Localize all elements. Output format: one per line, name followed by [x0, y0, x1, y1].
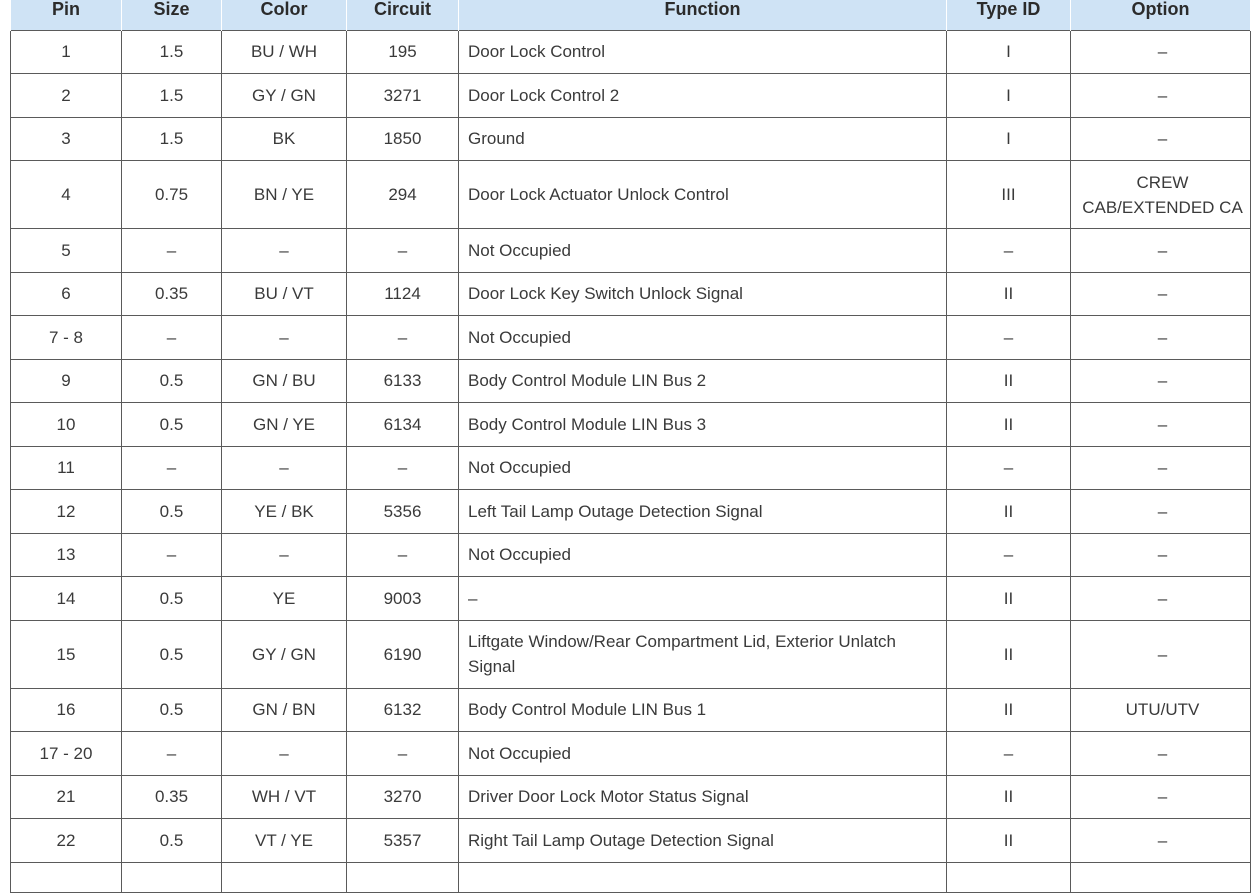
cell-color: BU / VT: [222, 272, 347, 316]
cell-option: –: [1071, 117, 1251, 161]
table-row: [11, 161, 1251, 229]
table-row: [11, 229, 1251, 273]
cell-color: BN / YE: [222, 161, 347, 229]
cell-type-id: II: [947, 688, 1071, 732]
column-header-option: Option: [1071, 0, 1251, 30]
cell-function: Not Occupied: [459, 446, 947, 490]
cell-size: –: [122, 732, 222, 776]
cell-option: –: [1071, 620, 1251, 688]
table-row-partial: [11, 862, 1251, 892]
cell-circuit: 3270: [347, 775, 459, 819]
cell-type-id: I: [947, 117, 1071, 161]
cell-pin: 7 - 8: [11, 316, 122, 360]
table-row: [11, 316, 1251, 360]
cell-circuit: 1850: [347, 117, 459, 161]
table-row: [11, 272, 1251, 316]
cell-size: 1.5: [122, 30, 222, 74]
cell-size: 0.5: [122, 359, 222, 403]
cell-option: CREW CAB/EXTENDED CA: [1071, 161, 1251, 229]
table-row: [11, 490, 1251, 534]
cell-size: 0.35: [122, 272, 222, 316]
cell-option: –: [1071, 775, 1251, 819]
cell-function: –: [459, 577, 947, 621]
cell-type-id: I: [947, 74, 1071, 118]
cell-pin: 21: [11, 775, 122, 819]
cell-type-id: II: [947, 272, 1071, 316]
cell-pin: 15: [11, 620, 122, 688]
cell-size: –: [122, 446, 222, 490]
cell-empty: [122, 862, 222, 892]
cell-color: GN / BN: [222, 688, 347, 732]
cell-size: 0.35: [122, 775, 222, 819]
cell-type-id: III: [947, 161, 1071, 229]
cell-option: –: [1071, 359, 1251, 403]
cell-function: Not Occupied: [459, 229, 947, 273]
column-header-size: Size: [122, 0, 222, 30]
cell-color: GN / BU: [222, 359, 347, 403]
table-row: [11, 620, 1251, 688]
cell-size: 0.5: [122, 819, 222, 863]
cell-type-id: –: [947, 732, 1071, 776]
cell-pin: 3: [11, 117, 122, 161]
cell-function: Body Control Module LIN Bus 3: [459, 403, 947, 447]
cell-size: 0.5: [122, 620, 222, 688]
column-header-color: Color: [222, 0, 347, 30]
cell-function: Door Lock Control: [459, 30, 947, 74]
cell-color: YE: [222, 577, 347, 621]
column-header-pin: Pin: [11, 0, 122, 30]
cell-type-id: –: [947, 229, 1071, 273]
cell-function: Door Lock Actuator Unlock Control: [459, 161, 947, 229]
connector-pinout-table: [10, 0, 1251, 893]
cell-color: WH / VT: [222, 775, 347, 819]
cell-pin: 14: [11, 577, 122, 621]
cell-function: Ground: [459, 117, 947, 161]
cell-pin: 13: [11, 533, 122, 577]
cell-option: –: [1071, 229, 1251, 273]
cell-type-id: I: [947, 30, 1071, 74]
cell-color: GY / GN: [222, 74, 347, 118]
table-row: [11, 446, 1251, 490]
cell-pin: 9: [11, 359, 122, 403]
table-row: [11, 403, 1251, 447]
cell-color: –: [222, 446, 347, 490]
table-row: [11, 819, 1251, 863]
cell-circuit: 195: [347, 30, 459, 74]
cell-circuit: 294: [347, 161, 459, 229]
cell-pin: 12: [11, 490, 122, 534]
cell-size: 0.5: [122, 577, 222, 621]
table-row: [11, 688, 1251, 732]
cell-circuit: 6190: [347, 620, 459, 688]
cell-option: –: [1071, 316, 1251, 360]
cell-type-id: –: [947, 446, 1071, 490]
cell-empty: [347, 862, 459, 892]
column-header-type-id: Type ID: [947, 0, 1071, 30]
cell-option: –: [1071, 403, 1251, 447]
cell-pin: 2: [11, 74, 122, 118]
cell-circuit: –: [347, 533, 459, 577]
cell-color: –: [222, 316, 347, 360]
cell-empty: [1071, 862, 1251, 892]
cell-option: –: [1071, 30, 1251, 74]
cell-pin: 16: [11, 688, 122, 732]
cell-color: BU / WH: [222, 30, 347, 74]
cell-color: VT / YE: [222, 819, 347, 863]
cell-option: –: [1071, 446, 1251, 490]
cell-pin: 4: [11, 161, 122, 229]
table-row: [11, 533, 1251, 577]
cell-size: 1.5: [122, 74, 222, 118]
cell-pin: 11: [11, 446, 122, 490]
table-row: [11, 30, 1251, 74]
cell-color: BK: [222, 117, 347, 161]
cell-circuit: 1124: [347, 272, 459, 316]
cell-function: Door Lock Control 2: [459, 74, 947, 118]
cell-pin: 5: [11, 229, 122, 273]
cell-function: Not Occupied: [459, 316, 947, 360]
cell-circuit: –: [347, 229, 459, 273]
cell-type-id: II: [947, 620, 1071, 688]
cell-option: –: [1071, 819, 1251, 863]
cell-pin: 1: [11, 30, 122, 74]
cell-option: –: [1071, 490, 1251, 534]
cell-function: Right Tail Lamp Outage Detection Signal: [459, 819, 947, 863]
cell-function: Left Tail Lamp Outage Detection Signal: [459, 490, 947, 534]
cell-size: –: [122, 316, 222, 360]
cell-type-id: II: [947, 490, 1071, 534]
column-header-function: Function: [459, 0, 947, 30]
cell-size: –: [122, 229, 222, 273]
table-row: [11, 359, 1251, 403]
cell-size: 0.5: [122, 688, 222, 732]
cell-circuit: 6132: [347, 688, 459, 732]
cell-color: –: [222, 732, 347, 776]
cell-type-id: II: [947, 577, 1071, 621]
cell-size: –: [122, 533, 222, 577]
cell-circuit: 6134: [347, 403, 459, 447]
cell-color: –: [222, 533, 347, 577]
cell-option: –: [1071, 577, 1251, 621]
cell-function: Not Occupied: [459, 732, 947, 776]
cell-pin: 17 - 20: [11, 732, 122, 776]
cell-size: 1.5: [122, 117, 222, 161]
table-header-row: [11, 0, 1251, 30]
cell-function: Liftgate Window/Rear Compartment Lid, Exterior Unlatch Signal: [459, 620, 947, 688]
cell-function: Body Control Module LIN Bus 1: [459, 688, 947, 732]
cell-empty: [222, 862, 347, 892]
cell-type-id: II: [947, 403, 1071, 447]
column-header-circuit: Circuit: [347, 0, 459, 30]
cell-type-id: –: [947, 533, 1071, 577]
cell-circuit: 9003: [347, 577, 459, 621]
cell-type-id: II: [947, 775, 1071, 819]
table-row: [11, 74, 1251, 118]
cell-size: 0.5: [122, 490, 222, 534]
cell-pin: 22: [11, 819, 122, 863]
cell-function: Driver Door Lock Motor Status Signal: [459, 775, 947, 819]
cell-circuit: –: [347, 316, 459, 360]
table-row: [11, 117, 1251, 161]
cell-type-id: –: [947, 316, 1071, 360]
cell-type-id: II: [947, 819, 1071, 863]
cell-option: –: [1071, 74, 1251, 118]
cell-circuit: 3271: [347, 74, 459, 118]
cell-type-id: II: [947, 359, 1071, 403]
cell-pin: 10: [11, 403, 122, 447]
cell-empty: [947, 862, 1071, 892]
table-container[interactable]: [10, 0, 1243, 893]
table-row: [11, 775, 1251, 819]
cell-color: GN / YE: [222, 403, 347, 447]
cell-option: –: [1071, 732, 1251, 776]
cell-option: –: [1071, 272, 1251, 316]
cell-function: Not Occupied: [459, 533, 947, 577]
table-row: [11, 577, 1251, 621]
cell-function: Body Control Module LIN Bus 2: [459, 359, 947, 403]
cell-option: –: [1071, 533, 1251, 577]
cell-empty: [459, 862, 947, 892]
cell-option: UTU/UTV: [1071, 688, 1251, 732]
cell-circuit: 5357: [347, 819, 459, 863]
cell-circuit: –: [347, 732, 459, 776]
cell-color: YE / BK: [222, 490, 347, 534]
cell-size: 0.75: [122, 161, 222, 229]
cell-pin: 6: [11, 272, 122, 316]
cell-color: GY / GN: [222, 620, 347, 688]
table-body: [11, 30, 1251, 892]
cell-function: Door Lock Key Switch Unlock Signal: [459, 272, 947, 316]
table-row: [11, 732, 1251, 776]
cell-empty: [11, 862, 122, 892]
cell-size: 0.5: [122, 403, 222, 447]
cell-circuit: 6133: [347, 359, 459, 403]
cell-circuit: –: [347, 446, 459, 490]
cell-color: –: [222, 229, 347, 273]
cell-circuit: 5356: [347, 490, 459, 534]
